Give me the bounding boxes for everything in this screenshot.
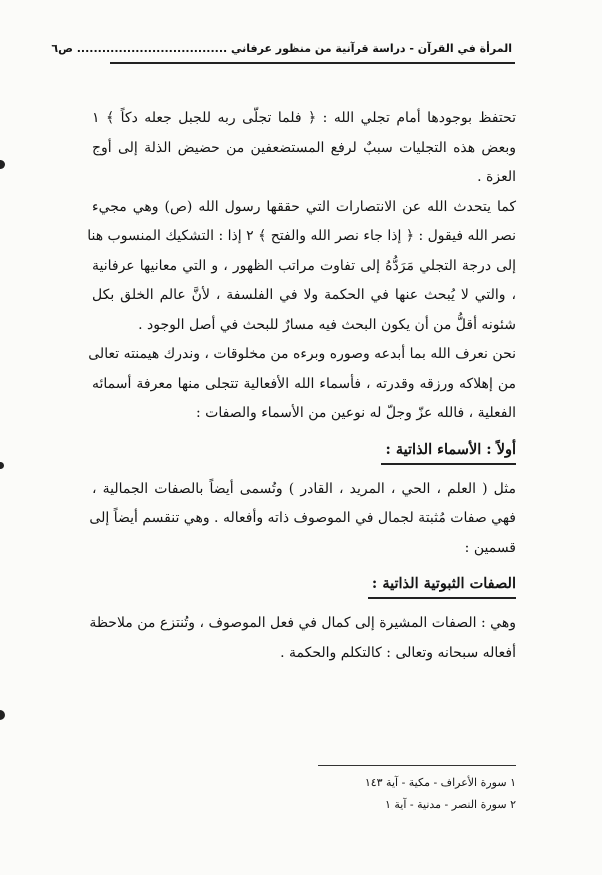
text-line: العزة . <box>477 169 516 185</box>
footnote-2: ٢ سورة النصر - مدنية - آية ١ <box>384 798 516 811</box>
text-line: نصر الله فيقول : ﴿ إذا جاء نصر الله والفتح ﴾ ٢ إذا : التشكيك المنسوب هنا <box>87 228 516 244</box>
text-line: أفعاله سبحانه وتعالى : كالتكلم والحكمة . <box>280 644 516 661</box>
binding-hole-mark <box>0 462 4 469</box>
header-rule <box>110 62 515 64</box>
text-line: وبعض هذه التجليات سببٌ لرفع المستضعفين من حضيض الذلة إلى أوج <box>92 139 516 156</box>
section-heading-wrap <box>92 572 516 599</box>
text-line: مثل ( العلم ، الحي ، المريد ، القادر ) وتُسمى أيضاً بالصفات الجمالية ، <box>92 480 516 497</box>
text-line: نحن نعرف الله بما أبدعه وصوره وبرءه من مخلوقات ، وندرك هيمنته تعالى <box>88 346 516 362</box>
binding-hole-mark <box>0 160 5 169</box>
section-heading-wrap <box>92 438 516 465</box>
section-heading-essential-names: أولاً : الأسماء الذاتية : <box>381 438 516 465</box>
text-line: وهي : الصفات المشيرة إلى كمال في فعل الموصوف ، وتُنتزع من ملاحظة <box>89 615 516 631</box>
paragraph-1 <box>92 104 516 193</box>
text-line: قسمين : <box>464 539 516 556</box>
text-line: شئونه أقلُّ من أن يكون البحث فيه مسارٌ للبحث في أصل الوجود . <box>138 316 516 333</box>
footnote-rule <box>318 765 516 766</box>
text-line: الفعلية ، فالله عزّ وجلّ له نوعين من الأسماء والصفات : <box>196 405 516 421</box>
section-heading-affirmative-attributes: الصفات الثبوتية الذاتية : <box>368 572 516 599</box>
footnote-1: ١ سورة الأعراف - مكية - آية ١٤٣ <box>364 776 516 789</box>
text-line: كما يتحدث الله عن الانتصارات التي حققها رسول الله (ص) وهي مجيء <box>92 198 516 215</box>
paragraph-3 <box>88 340 516 429</box>
footnotes <box>300 772 516 816</box>
paragraph-2 <box>87 193 516 341</box>
paragraph-5 <box>89 609 516 668</box>
binding-hole-mark <box>0 710 5 720</box>
running-header: المرأة في القرآن - دراسة قرآنية من منظور عرفاني .................................... ص٦ <box>51 42 512 55</box>
text-line: من إهلاكه ورزقه وقدرته ، فأسماء الله الأفعالية تتجلى منها معرفة أسمائه <box>92 375 516 392</box>
paragraph-4 <box>89 475 516 564</box>
text-line: تحتفظ بوجودها أمام تجلي الله : ﴿ فلما تجلّى ربه للجبل جعله دكاً ﴾ ١ <box>92 110 516 126</box>
page-body <box>87 104 516 668</box>
text-line: فهي صفات مُثبتة لجمال في الموصوف ذاته وأفعاله . وهي تنقسم أيضاً إلى <box>89 510 516 526</box>
text-line: ، والتي لا يُبحث عنها في الحكمة ولا في الفلسفة ، لأنَّ عالم الخلق بكل <box>92 287 516 303</box>
text-line: إلى درجة التجلي مَرَدُّهُ إلى تفاوت مراتب الظهور ، و التي معانيها عرفانية <box>92 257 516 274</box>
